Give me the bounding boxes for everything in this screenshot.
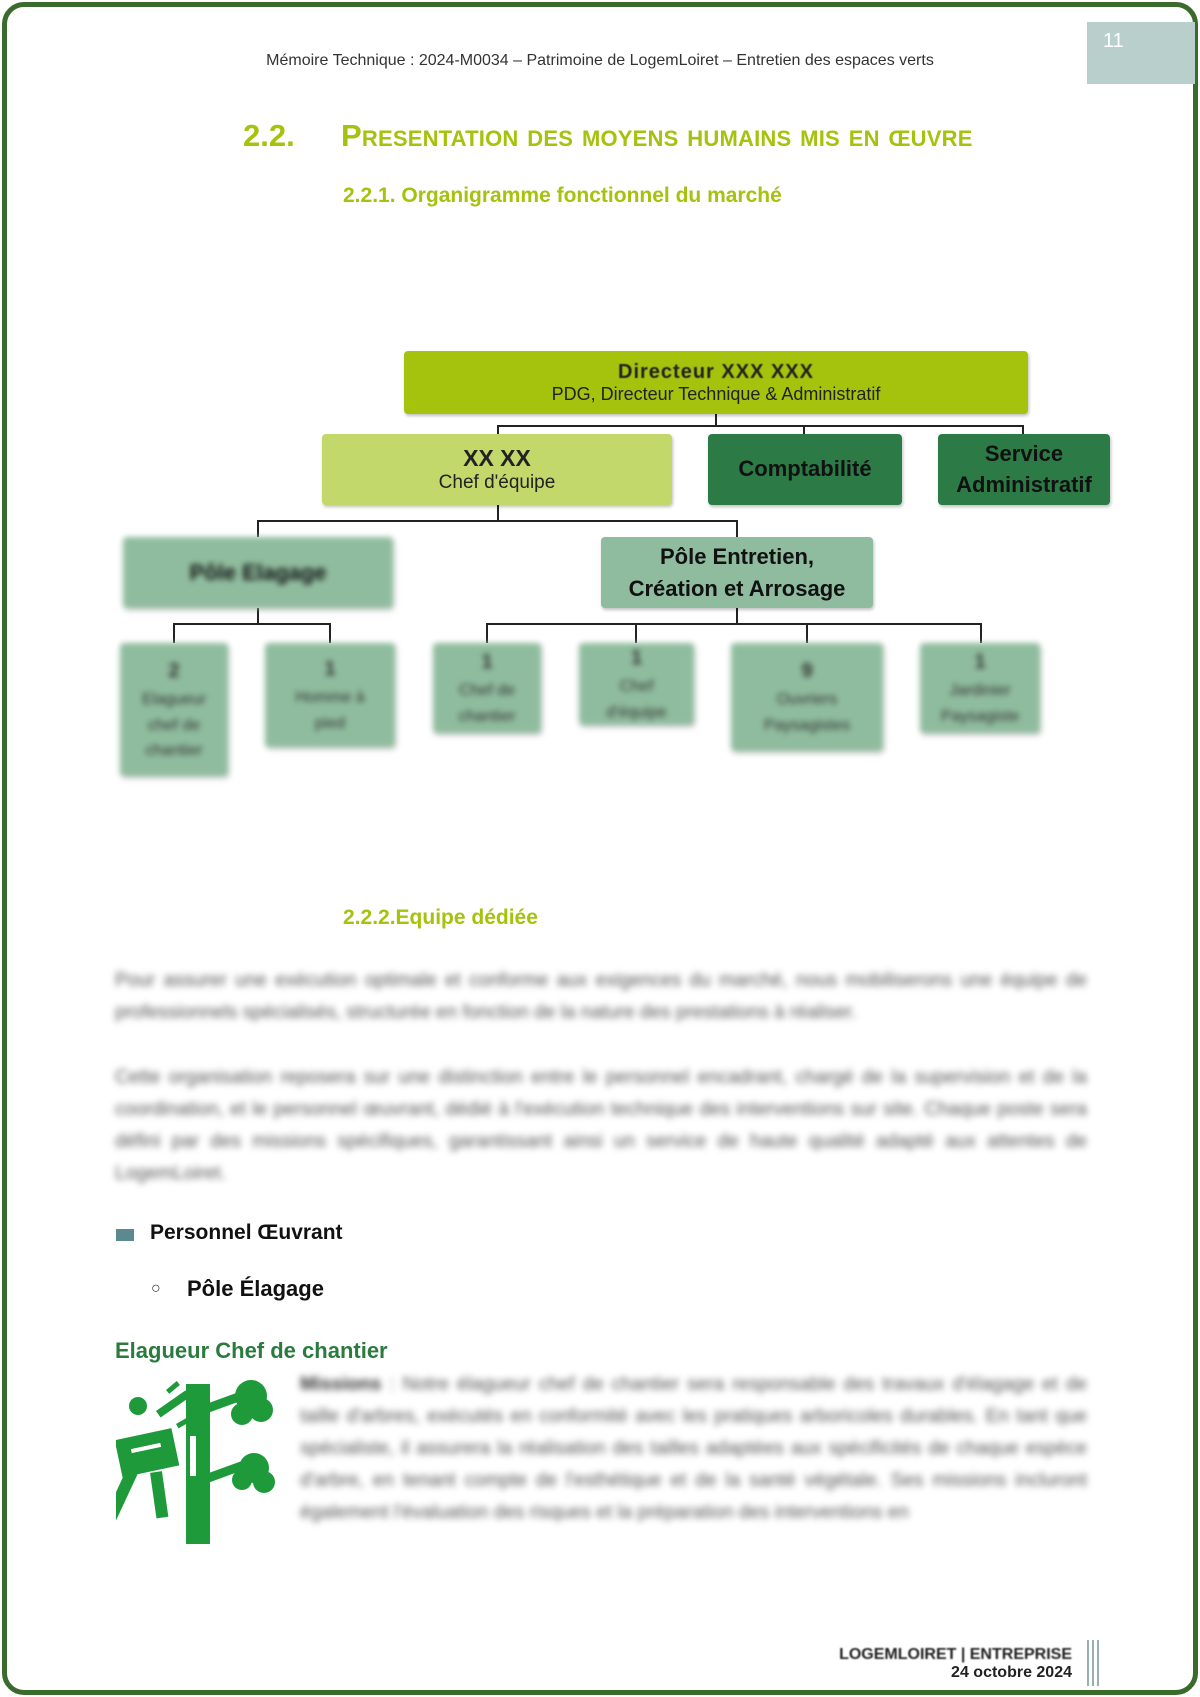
org-leaf-chef-d-equipe (579, 643, 694, 725)
org-leaf-jardinier-paysagiste (920, 643, 1040, 733)
org-box-pole-entretien (601, 537, 873, 608)
leaf-count: 1 (974, 651, 986, 674)
footer (839, 1646, 1072, 1682)
connector (257, 520, 259, 537)
page-number: 11 (1087, 22, 1195, 84)
leaf-text: Jardinier (949, 682, 1011, 700)
leaf-count: 1 (324, 658, 336, 681)
pole-elagage-label: Pôle Elagage (189, 559, 327, 585)
leaf-count: 9 (801, 660, 813, 683)
org-box-director (404, 351, 1028, 414)
square-bullet-icon (116, 1229, 134, 1241)
leaf-text: Chef (619, 678, 654, 696)
missions-label: Missions (300, 1374, 382, 1395)
subsection-heading-equipe: 2.2.2.Equipe dédiée (343, 906, 538, 929)
connector (173, 623, 331, 625)
footer-bars (1087, 1640, 1103, 1690)
intro-paragraph-2: Cette organisation reposera sur une distinction entre le personnel encadrant, chargé de la supervision et de la coordination, et le personnel œuvrant, dédié à l'exécution technique des interventions sur site. Chaque poste sera défini par des missions spécifiques, garantissant ainsi un service de haute qualité adapté aux attentes de LogemLoiret. (115, 1067, 1087, 1184)
service-admin-line1: Service (984, 440, 1064, 466)
connector (486, 623, 488, 643)
leaf-count: 1 (630, 647, 643, 670)
leaf-text: Paysagistes (763, 717, 851, 734)
missions-text: : Notre élagueur chef de chantier sera responsable des travaux d'élagage et de taille d'arbres, exécutés en conformité avec les pratiques arboricoles durables. En tant que spécialiste, il assurera la réalisation des tailles adaptées aux spécificités de chaque espèce d'arbre, en tenant compte de l'esthétique et de la santé végétale. Ses missions incluront également l'évaluation des risques et la préparation des interventions en (300, 1374, 1087, 1523)
running-header: Mémoire Technique : 2024-M0034 – Patrimoine de LogemLoiret – Entretien des espaces verts (266, 52, 934, 69)
circle-bullet-icon: ○ (151, 1280, 161, 1297)
leaf-text: Homme à (295, 689, 365, 707)
footer-date: 24 octobre 2024 (951, 1664, 1072, 1681)
connector (736, 520, 738, 537)
chef-name: XX XX (463, 445, 531, 471)
connector (497, 425, 1023, 427)
leaf-text: Paysagiste (940, 708, 1020, 725)
director-name: Directeur XXX XXX (618, 360, 814, 383)
pole-entretien-line1: Pôle Entretien, (659, 543, 815, 569)
org-leaf-ouvriers-paysagistes (731, 643, 883, 751)
leaf-text: Elagueur (141, 691, 207, 709)
org-box-pole-elagage (123, 537, 393, 608)
list-item-level2: Pôle Élagage (187, 1276, 324, 1301)
leaf-text: chef de (147, 716, 201, 734)
leaf-text: chantier (458, 708, 516, 725)
org-box-chef-equipe (322, 434, 672, 505)
org-box-service-administratif (938, 434, 1110, 505)
connector (257, 608, 259, 624)
connector (257, 520, 738, 522)
connector (173, 623, 175, 643)
intro-paragraph-1: Pour assurer une exécution optimale et conforme aux exigences du marché, nous mobiliserons une équipe de professionnels spécialisés, structurée en fonction de la nature des prestations à réaliser. (115, 970, 1087, 1023)
pole-entretien-line2: Création et Arrosage (628, 575, 846, 601)
comptabilite-label: Comptabilité (738, 456, 872, 482)
connector (635, 623, 637, 643)
tree-pruner-icon (116, 1376, 280, 1546)
leaf-text: chantier (145, 742, 203, 760)
chef-role: Chef d'équipe (438, 472, 556, 493)
org-leaf-elagueur-chef (120, 643, 228, 776)
leaf-text: d'équipe (606, 704, 667, 721)
role-title: Elagueur Chef de chantier (115, 1338, 388, 1363)
connector (497, 505, 499, 520)
connector (806, 623, 808, 643)
subsection-heading-org: 2.2.1. Organigramme fonctionnel du marché (343, 184, 782, 207)
connector (736, 608, 738, 624)
leaf-count: 1 (481, 651, 493, 674)
connector (980, 623, 982, 643)
leaf-text: Chef de (458, 682, 516, 700)
leaf-text: Ouvriers (776, 691, 838, 709)
section-heading (243, 118, 973, 154)
leaf-count: 2 (168, 660, 180, 683)
org-box-comptabilite (708, 434, 902, 505)
missions-paragraph (300, 1369, 1087, 1529)
service-admin-line2: Administratif (956, 471, 1092, 497)
footer-line1: LOGEMLOIRET | ENTREPRISE (839, 1646, 1072, 1663)
section-title: Presentation des moyens humains mis en œuvre (341, 118, 973, 153)
connector (329, 623, 331, 643)
leaf-text: pied (314, 715, 346, 732)
director-role: PDG, Directeur Technique & Administratif (551, 383, 881, 404)
org-leaf-chef-de-chantier (433, 643, 541, 733)
org-leaf-homme-a-pied (265, 643, 395, 747)
list-item-level1: Personnel Œuvrant (150, 1221, 343, 1244)
connector (486, 623, 982, 625)
section-number: 2.2. (243, 118, 295, 153)
